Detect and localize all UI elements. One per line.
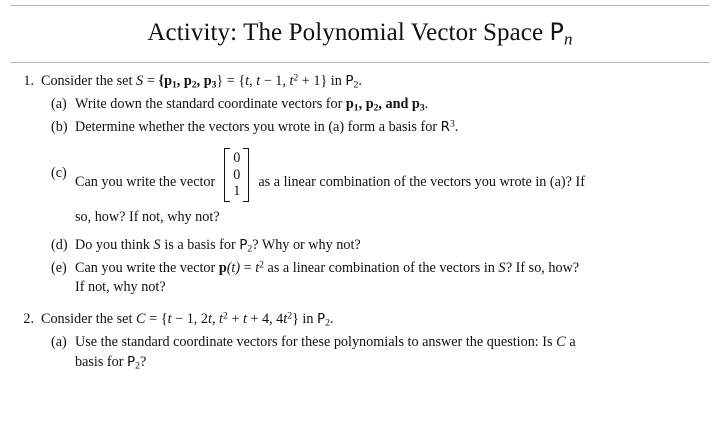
document-page — [0, 5, 720, 429]
set-name-S: S — [135, 72, 144, 89]
c-m3: + — [227, 311, 243, 328]
c-t4: t — [242, 311, 247, 328]
vector-p3: , and p — [378, 95, 420, 112]
poly-t-exp: 2 — [259, 258, 264, 270]
problem-1-body — [41, 72, 706, 302]
part-2a-lead: Use the standard coordinate vectors for these polynomials to answer the question: Is — [75, 334, 553, 351]
title-subscript-n: n — [563, 29, 573, 49]
part-text-1a — [75, 95, 706, 115]
set-roster-p — [158, 73, 223, 89]
set-roster-poly — [238, 73, 327, 89]
problem-2-stem — [41, 310, 706, 330]
part-text-1d — [75, 236, 706, 256]
c-m2: , — [211, 311, 220, 328]
problem-list — [0, 63, 720, 376]
poly-p: p — [218, 259, 227, 276]
part-2a-line2-tail: ? — [139, 354, 147, 371]
set-name-C: C — [135, 311, 146, 328]
blackboard-p-sub-stem1: 2 — [353, 79, 359, 91]
part-label-1b: (b) — [51, 118, 68, 135]
poly-sep1: , — [249, 72, 257, 89]
poly-set-open: { — [238, 72, 246, 89]
polynomial-p-of-t — [219, 260, 264, 276]
part-1c-line1 — [75, 148, 706, 201]
problem-number-2: 2. — [23, 311, 34, 328]
page-title-container — [0, 6, 720, 62]
p1-subscript: 1 — [171, 79, 177, 91]
set-name-S-1d: S — [153, 236, 161, 253]
space-P2-stem2 — [317, 311, 334, 327]
space-P2-1d — [239, 237, 360, 253]
p2-open: , p — [176, 72, 192, 89]
stem-period-2: . — [329, 311, 334, 328]
c-t2: t — [208, 311, 212, 328]
eq-sign-2a: = — [149, 311, 158, 328]
part-label-2a: (a) — [51, 334, 67, 351]
bracket-right — [243, 148, 249, 201]
part-2a-line2-lead: basis for — [75, 354, 124, 371]
field-R3 — [441, 119, 459, 135]
blackboard-p-sub-2a: 2 — [135, 360, 140, 372]
blackboard-r: R — [440, 118, 450, 135]
blackboard-p-2a: P — [127, 354, 136, 371]
problem-1-stem — [41, 72, 706, 92]
blackboard-p-1d: P — [239, 236, 248, 253]
c-t3-exp: 2 — [223, 310, 228, 322]
part-label-1e: (e) — [51, 259, 67, 276]
stem-lead-2: Consider the set — [41, 311, 133, 328]
column-vector-entries — [230, 148, 243, 201]
part-1e-tail: ? If so, how? — [505, 259, 580, 276]
stem-lead-1: Consider the set — [41, 72, 133, 89]
set-p-close: } — [216, 72, 224, 89]
p3-subscript: 3 — [211, 79, 217, 91]
part-1d-mid: is a basis for — [164, 236, 236, 253]
vector-p1: p — [345, 95, 354, 112]
vector-entry-2: 0 — [233, 166, 241, 183]
blackboard-p-stem2: P — [317, 311, 326, 328]
stem-in-2: in — [302, 311, 314, 328]
stem-period-1: . — [358, 72, 362, 89]
poly-plus1: + 1 — [298, 72, 321, 89]
vector-p2-sub: 2 — [373, 102, 379, 114]
vector-p1-sub: 1 — [353, 102, 359, 114]
part-1e-line2: If not, why not? — [75, 279, 166, 296]
poly-arg: (t) — [226, 259, 241, 276]
problem-item-1 — [12, 72, 706, 302]
problem-2-part-a — [41, 333, 706, 373]
poly-t3: t — [289, 72, 294, 89]
blackboard-r-exp: 3 — [449, 117, 455, 129]
part-1a-vectors — [346, 96, 428, 112]
set-p-open: {p — [158, 72, 172, 89]
problem-2-parts — [41, 333, 706, 373]
page-title — [0, 19, 720, 48]
set-name-S-1e: S — [498, 259, 506, 276]
problem-item-2 — [12, 310, 706, 376]
problem-1-part-e — [41, 259, 706, 299]
c-t5: t — [283, 311, 288, 328]
set-name-C-2a: C — [556, 334, 566, 351]
poly-t3-exp: 2 — [293, 72, 299, 84]
problem-1-parts — [41, 95, 706, 299]
set-roster-C — [161, 311, 299, 327]
blackboard-p-stem1: P — [345, 72, 354, 89]
space-P2-2a — [127, 354, 146, 370]
part-label-1c: (c) — [51, 165, 67, 182]
problem-1-part-a — [41, 95, 706, 115]
poly-eq: = — [243, 259, 252, 276]
part-1c-lead: Can you write the vector — [75, 174, 216, 191]
part-1b-period: . — [454, 118, 459, 135]
eq-sign-1: = — [146, 72, 155, 89]
part-text-2a — [75, 333, 706, 373]
vector-p3-sub: 3 — [419, 102, 425, 114]
part-1c-tail: as a linear combination of the vectors you wrote in (a)? If — [258, 174, 585, 191]
problem-1-part-b — [41, 118, 706, 138]
p2-subscript: 2 — [191, 79, 197, 91]
title-blackboard-p: P — [549, 18, 564, 46]
part-label-1a: (a) — [51, 95, 67, 112]
c-m1: − 1, 2 — [171, 311, 208, 328]
c-t3: t — [219, 311, 223, 328]
part-1a-period: . — [424, 95, 429, 112]
part-1c-line2: so, how? If not, why not? — [75, 208, 220, 225]
poly-set-close: } — [320, 72, 328, 89]
part-1d-tail: ? Why or why not? — [252, 236, 361, 253]
poly-t1: t — [245, 72, 250, 89]
c-set-open: { — [160, 311, 168, 328]
problem-1-part-c — [41, 148, 706, 227]
page-title-text: Activity: The Polynomial Vector Space — [147, 19, 544, 46]
c-t1: t — [167, 311, 172, 328]
part-1e-mid: as a linear combination of the vectors in — [267, 259, 495, 276]
part-text-1b — [75, 118, 706, 138]
part-1a-lead: Write down the standard coordinate vectors for — [75, 95, 343, 112]
vector-p2: , p — [358, 95, 374, 112]
blackboard-p-sub-stem2: 2 — [325, 317, 330, 329]
problem-1-part-d — [41, 236, 706, 256]
p3-open: , p — [196, 72, 212, 89]
c-m4: + 4, 4 — [246, 311, 284, 328]
part-label-1d: (d) — [51, 236, 68, 253]
space-P2-stem1 — [345, 73, 362, 89]
part-2a-tail: a — [569, 334, 576, 351]
part-text-1c — [75, 148, 706, 227]
problem-2-body — [41, 310, 706, 376]
eq-sign-2: = — [226, 72, 235, 89]
poly-t: t — [255, 259, 260, 276]
c-t5-exp: 2 — [287, 310, 293, 322]
part-1e-lead: Can you write the vector — [75, 259, 216, 276]
c-set-close: } — [292, 311, 299, 328]
blackboard-p-sub-1d: 2 — [247, 243, 253, 255]
problem-number-1: 1. — [23, 72, 34, 89]
vector-entry-3: 1 — [233, 183, 241, 200]
stem-in-1: in — [330, 72, 342, 89]
vector-entry-1: 0 — [233, 150, 241, 167]
part-text-1e — [75, 259, 706, 299]
poly-t2: t — [256, 72, 261, 89]
column-vector-001 — [224, 148, 249, 201]
part-1d-lead: Do you think — [75, 236, 150, 253]
part-1b-lead: Determine whether the vectors you wrote in (a) form a basis for — [75, 118, 438, 135]
poly-minus1: − 1, — [260, 72, 290, 89]
